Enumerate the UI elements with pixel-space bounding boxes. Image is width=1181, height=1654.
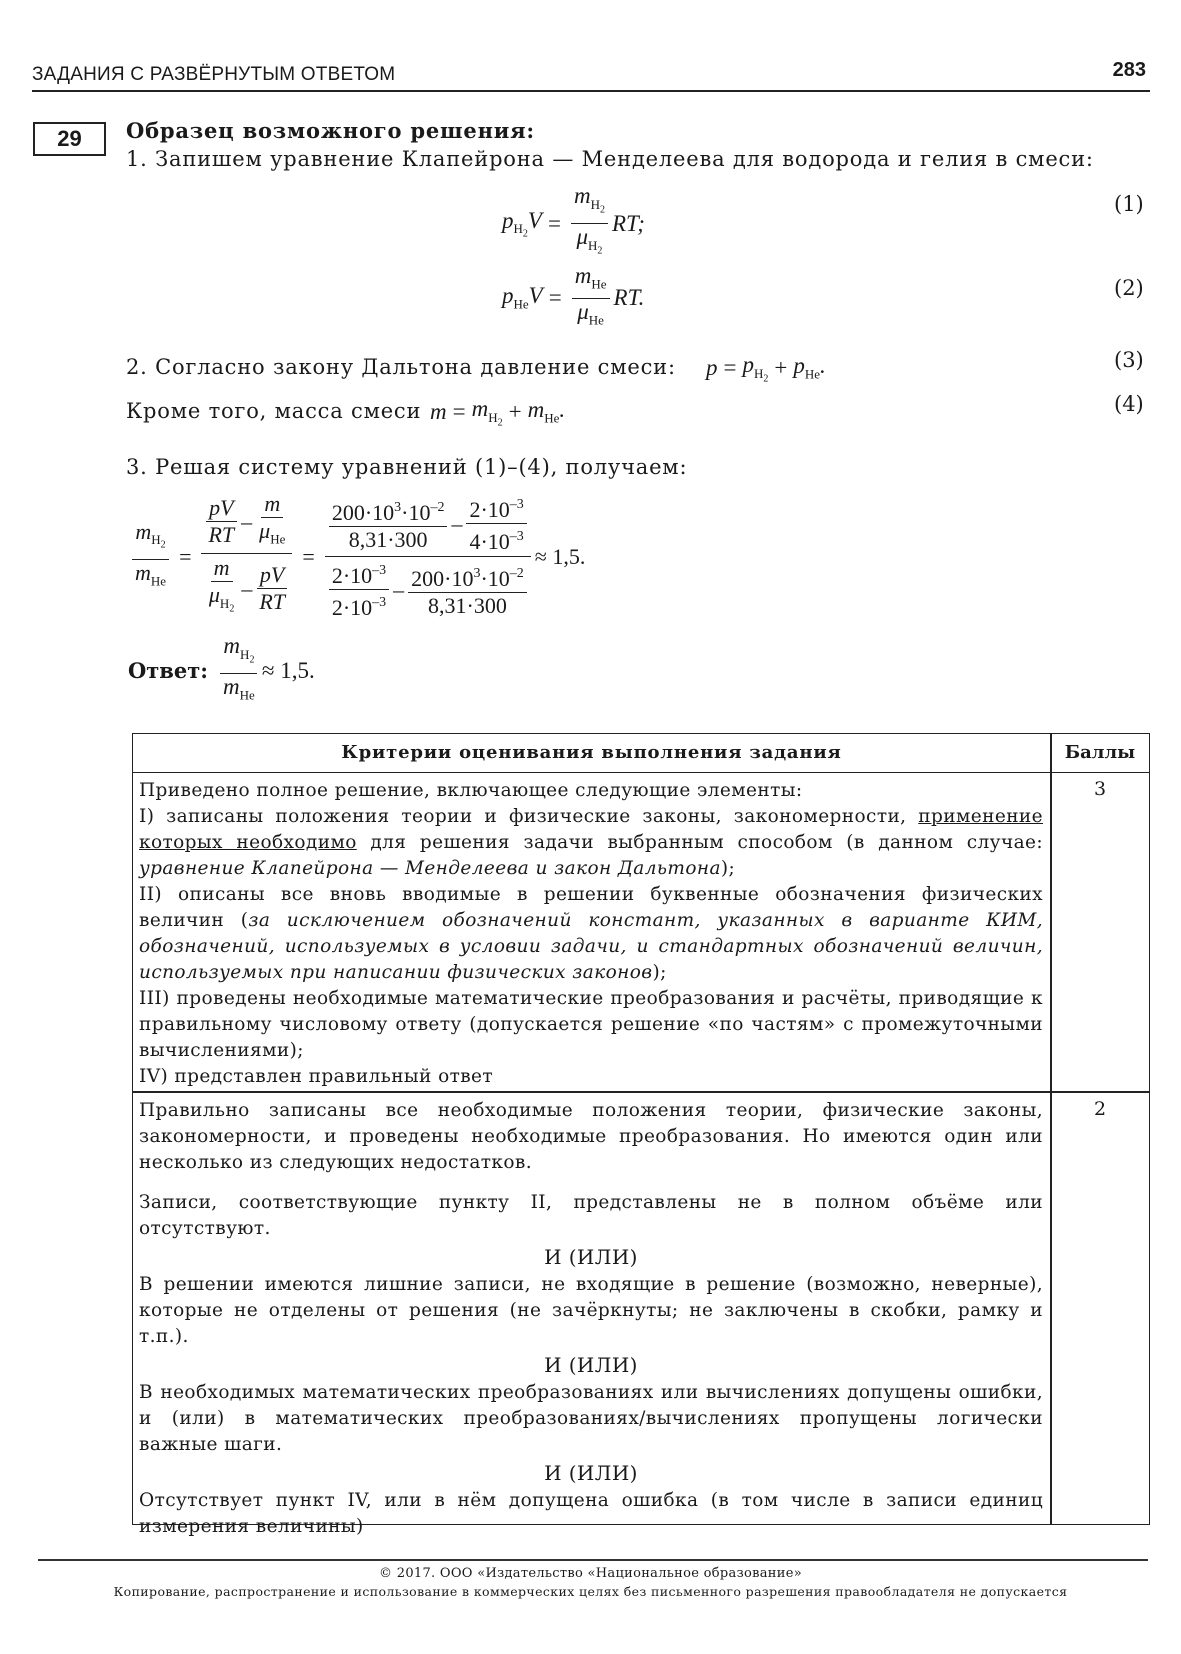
- answer-label: Ответ:: [128, 658, 209, 684]
- criteria-row-2: [139, 1098, 1043, 1540]
- equation-3-number: (3): [1114, 348, 1144, 372]
- column-divider: [1050, 734, 1052, 1524]
- page-header: [32, 56, 1150, 92]
- row2-p5: Отсутствует пункт IV, или в нём допущена ошибка (в том числе в записи единиц измерения величины): [139, 1490, 1043, 1537]
- row3-item-i: I) записаны положения теории и физические законы, закономерности, применение которых необходимо для решения задачи выбранным способом (в данном случае: уравнение Клапейрона — Менделеева и закон Дальтона);: [139, 806, 1044, 879]
- row3-intro: Приведено полное решение, включающее следующие элементы:: [139, 780, 803, 801]
- score-2: 2: [1093, 1098, 1107, 1120]
- answer: Ответ: $\frac{m_{H_2}}{m_{He}}$ ≈ 1,5.: [128, 633, 315, 703]
- equation-3: p = $p_{H_2}$ + $p_{He}$.: [706, 352, 826, 385]
- equation-2-number: (2): [1114, 276, 1144, 300]
- task-number-box: 29: [33, 122, 106, 156]
- equation-1: $p_{H_2}V$ = $\frac{m_{H_2}}{\mu_{H_2}}$ RT;: [502, 183, 645, 257]
- answer-value: ≈ 1,5.: [261, 657, 315, 683]
- criteria-table: [132, 733, 1150, 1537]
- row2-or-3: И (ИЛИ): [544, 1461, 638, 1485]
- row3-item-iv: IV) представлен правильный ответ: [139, 1066, 494, 1087]
- step-2-text: 2. Согласно закону Дальтона давление смеси:: [126, 355, 676, 379]
- equation-4-number: (4): [1114, 392, 1144, 416]
- row2-or-2: И (ИЛИ): [544, 1353, 638, 1377]
- equation-1-number: (1): [1114, 192, 1144, 216]
- row3-item-iii: III) проведены необходимые математические преобразования и расчёты, приводящие к правильному числовому ответу (допускается решение «по частям» с промежуточными вычислениями);: [139, 988, 1043, 1061]
- result-equation: $\frac{m_{H_2}}{m_{He}}$ = $\frac{pV}{RT}$ – $\frac{m}{\mu_{He}}$ $\frac{m}{\mu_{H_2}}$ – $\frac{pV}{RT}$ = $\frac{200\cdot 10^3\cdot 10^{-2}}{8,31\cdot 300}$ – $\frac{2\cdot 10^{-3}}{4\cdot 10^{-3}}$ $\frac{2\cdot 10^{-3}}{2\cdot 10^{-3}}$ – $\frac{200\cdot 10^3\cdot 10^{-2}}{8,31\cdot 300}$ ≈ 1,5.: [128, 492, 585, 621]
- score-3: 3: [1093, 778, 1107, 800]
- solution-title: Образец возможного решения:: [126, 118, 535, 143]
- footer-divider: [38, 1559, 1148, 1561]
- step-3-text: 3. Решая систему уравнений (1)–(4), получаем:: [126, 455, 688, 479]
- page-number: 283: [1112, 59, 1146, 81]
- row2-p1: Правильно записаны все необходимые положения теории, физические законы, закономерности, и проведены необходимые преобразования. Но имеются один или несколько из следующих недостатков.: [139, 1100, 1043, 1173]
- criteria-row-3: [139, 778, 1043, 1090]
- section-title: ЗАДАНИЯ С РАЗВЁРНУТЫМ ОТВЕТОМ: [32, 64, 396, 85]
- step-1-text: 1. Запишем уравнение Клапейрона — Менделеева для водорода и гелия в смеси:: [126, 147, 1094, 171]
- row2-p3: В решении имеются лишние записи, не входящие в решение (возможно, неверные), которые не отделены от решения (не зачёркнуты; не заключены в скобки, рамку и т.п.).: [139, 1274, 1043, 1347]
- result-value: ≈ 1,5.: [534, 543, 586, 569]
- equation-2: $p_{He}V$ = $\frac{m_{He}}{\mu_{He}}$ RT.: [502, 263, 645, 328]
- row-divider: [133, 1091, 1149, 1093]
- row3-item-ii: II) описаны все вновь вводимые в решении буквенные обозначения физических величин (за исключением обозначений констант, указанных в варианте КИМ, обозначений, используемых в условии задачи, и стандартных обозначений величин, используемых при написании физических законов);: [139, 884, 1043, 983]
- row2-p2: Записи, соответствующие пункту II, представлены не в полном объёме или отсутствуют.: [139, 1192, 1043, 1239]
- criteria-header: Критерии оценивания выполнения задания: [341, 742, 842, 763]
- footer-copyright: © 2017. ООО «Издательство «Национальное образование»: [379, 1566, 802, 1581]
- equation-4: m = $m_{H_2}$ + $m_{He}$.: [430, 396, 566, 429]
- criteria-table-header: [133, 734, 1149, 773]
- points-header: Баллы: [1064, 742, 1136, 763]
- mass-text: Кроме того, масса смеси: [126, 399, 422, 423]
- footer-notice: Копирование, распространение и использование в коммерческих целях без письменного разрешения правообладателя не допускается: [113, 1584, 1068, 1599]
- row2-p4: В необходимых математических преобразованиях или вычислениях допущены ошибки, и (или) в математических преобразованиях/вычислениях пропущены логически важные шаги.: [139, 1382, 1043, 1455]
- row2-or-1: И (ИЛИ): [544, 1245, 638, 1269]
